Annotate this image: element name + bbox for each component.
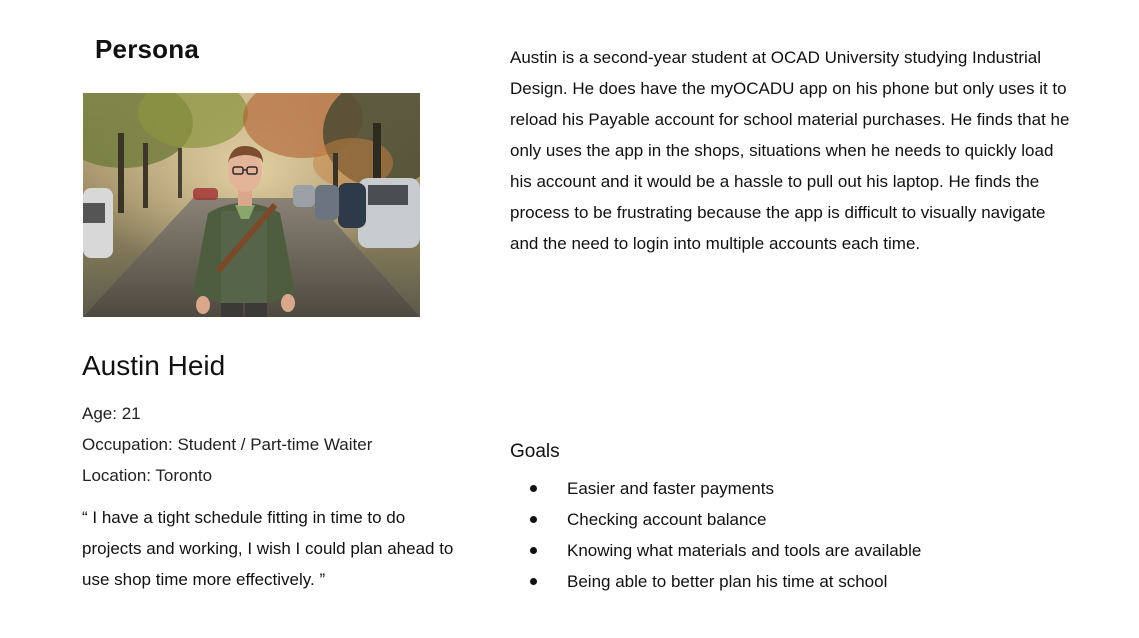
goal-text: Knowing what materials and tools are available bbox=[567, 541, 922, 560]
persona-occupation: Occupation: Student / Part-time Waiter bbox=[82, 435, 373, 454]
goals-title: Goals bbox=[510, 441, 560, 462]
goal-text: Checking account balance bbox=[567, 510, 767, 529]
goal-item bbox=[527, 566, 921, 597]
persona-bio: Austin is a second-year student at OCAD University studying Industrial Design. He does have the myOCADU app on his phone but only uses it to reload his Payable account for school material purchases. He finds that he only uses the app in the shops, situations when he needs to quickly load his account and it would be a hassle to pull out his laptop. He finds the process to be frustrating because the app is difficult to visually navigate and the need to login into multiple accounts each time. bbox=[510, 48, 1070, 253]
goal-item bbox=[527, 504, 921, 535]
bullet-icon bbox=[530, 578, 537, 585]
bullet-icon bbox=[530, 516, 537, 523]
persona-name: Austin Heid bbox=[82, 350, 226, 381]
goal-text: Being able to better plan his time at school bbox=[567, 572, 888, 591]
persona-facts bbox=[82, 398, 372, 491]
persona-location: Location: Toronto bbox=[82, 466, 213, 485]
bullet-icon bbox=[530, 485, 537, 492]
goal-text: Easier and faster payments bbox=[567, 479, 774, 498]
bullet-icon bbox=[530, 547, 537, 554]
goal-item bbox=[527, 473, 921, 504]
goals-list bbox=[527, 473, 921, 597]
persona-photo bbox=[83, 93, 420, 317]
persona-age: Age: 21 bbox=[82, 404, 141, 423]
persona-quote: “ I have a tight schedule fitting in time to do projects and working, I wish I could plan ahead to use shop time more effectively. ” bbox=[82, 508, 454, 589]
page-title: Persona bbox=[95, 34, 200, 64]
goal-item bbox=[527, 535, 921, 566]
